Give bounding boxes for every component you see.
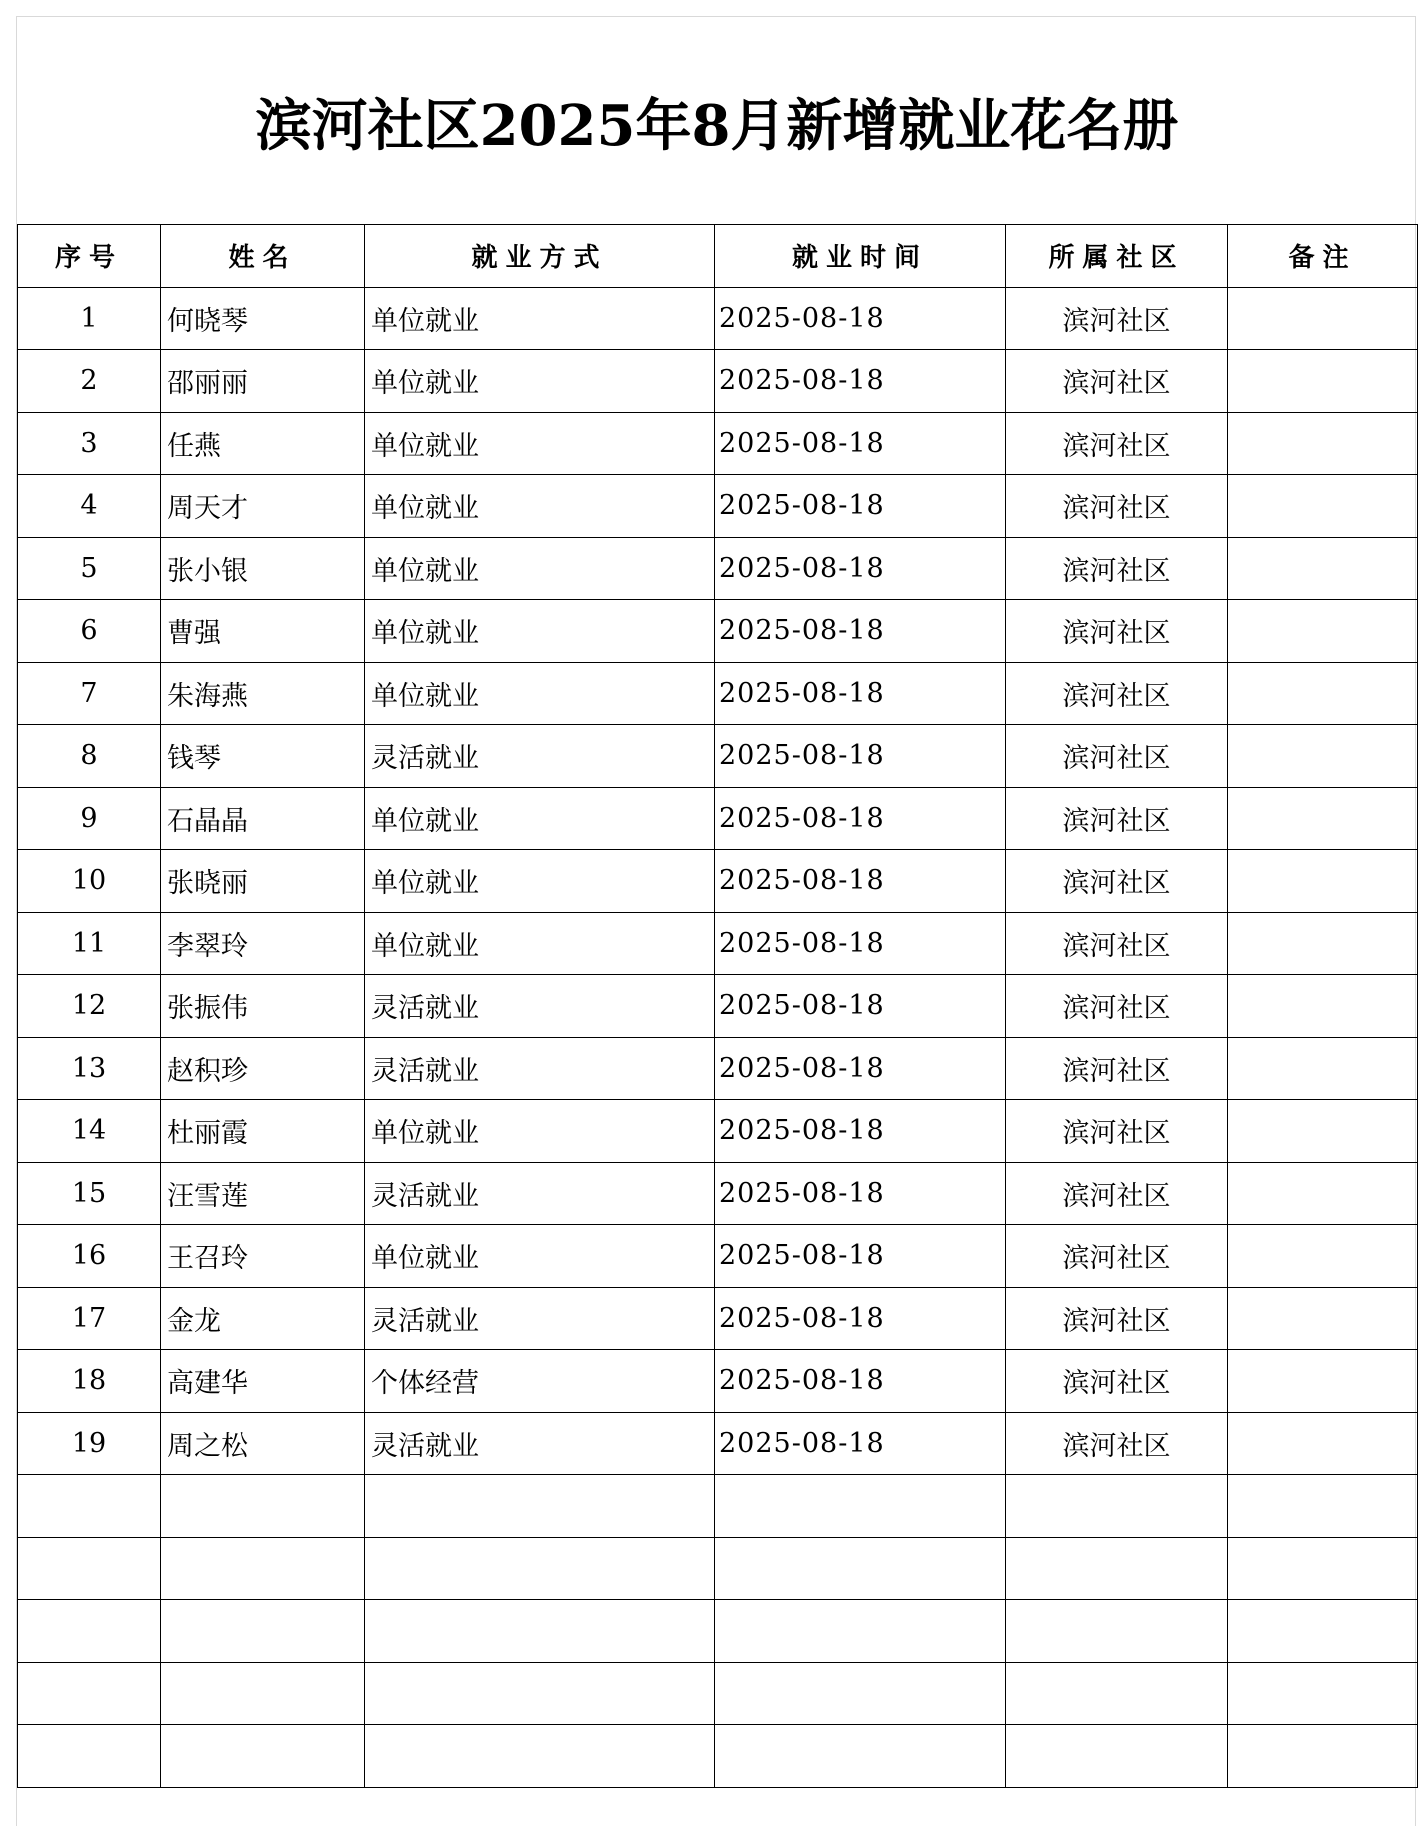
cell-employment-type: 单位就业 <box>365 600 715 663</box>
cell-employment-type: 灵活就业 <box>365 1412 715 1475</box>
table-row <box>18 1725 1418 1788</box>
cell-employment-date <box>715 1662 1006 1725</box>
cell-name: 邵丽丽 <box>161 350 365 413</box>
table-row <box>18 287 1418 350</box>
cell-community: 滨河社区 <box>1006 287 1228 350</box>
cell-community: 滨河社区 <box>1006 1412 1228 1475</box>
header-name: 姓名 <box>161 225 365 288</box>
cell-employment-date <box>715 1475 1006 1538</box>
cell-serial-number: 9 <box>18 787 161 850</box>
cell-serial-number: 10 <box>18 850 161 913</box>
table-row <box>18 1100 1418 1163</box>
cell-employment-type <box>365 1725 715 1788</box>
cell-serial-number: 3 <box>18 412 161 475</box>
table-row <box>18 537 1418 600</box>
cell-community <box>1006 1725 1228 1788</box>
cell-name <box>161 1475 365 1538</box>
cell-serial-number: 5 <box>18 537 161 600</box>
cell-remarks <box>1228 975 1418 1038</box>
cell-serial-number <box>18 1537 161 1600</box>
cell-name: 任燕 <box>161 412 365 475</box>
header-employment-type: 就业方式 <box>365 225 715 288</box>
cell-community: 滨河社区 <box>1006 1350 1228 1413</box>
header-community: 所属社区 <box>1006 225 1228 288</box>
cell-remarks <box>1228 662 1418 725</box>
cell-serial-number: 15 <box>18 1162 161 1225</box>
cell-community: 滨河社区 <box>1006 662 1228 725</box>
cell-serial-number: 13 <box>18 1037 161 1100</box>
cell-remarks <box>1228 1600 1418 1663</box>
cell-remarks <box>1228 1662 1418 1725</box>
cell-serial-number: 17 <box>18 1287 161 1350</box>
title-area <box>17 17 1417 223</box>
cell-community: 滨河社区 <box>1006 1162 1228 1225</box>
cell-employment-type: 灵活就业 <box>365 975 715 1038</box>
cell-employment-date <box>715 1600 1006 1663</box>
table-row <box>18 412 1418 475</box>
cell-serial-number: 18 <box>18 1350 161 1413</box>
cell-remarks <box>1228 537 1418 600</box>
cell-employment-date: 2025-08-18 <box>715 1100 1006 1163</box>
document-sheet <box>16 16 1416 1826</box>
cell-community <box>1006 1475 1228 1538</box>
cell-community: 滨河社区 <box>1006 725 1228 788</box>
cell-community <box>1006 1600 1228 1663</box>
cell-employment-type <box>365 1475 715 1538</box>
cell-serial-number: 14 <box>18 1100 161 1163</box>
table-row <box>18 1537 1418 1600</box>
cell-remarks <box>1228 850 1418 913</box>
cell-employment-date: 2025-08-18 <box>715 912 1006 975</box>
table-row <box>18 912 1418 975</box>
cell-employment-date: 2025-08-18 <box>715 350 1006 413</box>
cell-name: 钱琴 <box>161 725 365 788</box>
cell-name: 高建华 <box>161 1350 365 1413</box>
cell-employment-date: 2025-08-18 <box>715 287 1006 350</box>
cell-remarks <box>1228 1225 1418 1288</box>
cell-name <box>161 1600 365 1663</box>
cell-remarks <box>1228 1725 1418 1788</box>
cell-serial-number <box>18 1662 161 1725</box>
cell-remarks <box>1228 1350 1418 1413</box>
table-row <box>18 1287 1418 1350</box>
header-serial-number: 序号 <box>18 225 161 288</box>
cell-employment-type: 单位就业 <box>365 475 715 538</box>
cell-community: 滨河社区 <box>1006 1037 1228 1100</box>
cell-name: 金龙 <box>161 1287 365 1350</box>
cell-employment-type <box>365 1600 715 1663</box>
cell-employment-date: 2025-08-18 <box>715 850 1006 913</box>
cell-community: 滨河社区 <box>1006 600 1228 663</box>
cell-name: 李翠玲 <box>161 912 365 975</box>
cell-employment-date: 2025-08-18 <box>715 1350 1006 1413</box>
cell-community: 滨河社区 <box>1006 1287 1228 1350</box>
cell-employment-type <box>365 1537 715 1600</box>
cell-community <box>1006 1662 1228 1725</box>
cell-serial-number: 16 <box>18 1225 161 1288</box>
table-row <box>18 725 1418 788</box>
cell-employment-type: 灵活就业 <box>365 725 715 788</box>
cell-serial-number: 12 <box>18 975 161 1038</box>
cell-remarks <box>1228 1162 1418 1225</box>
header-remarks: 备注 <box>1228 225 1418 288</box>
cell-employment-type: 灵活就业 <box>365 1287 715 1350</box>
cell-employment-date: 2025-08-18 <box>715 600 1006 663</box>
cell-employment-date: 2025-08-18 <box>715 475 1006 538</box>
cell-community: 滨河社区 <box>1006 850 1228 913</box>
table-row <box>18 1350 1418 1413</box>
cell-employment-type: 个体经营 <box>365 1350 715 1413</box>
cell-serial-number: 8 <box>18 725 161 788</box>
cell-remarks <box>1228 1037 1418 1100</box>
cell-name: 周之松 <box>161 1412 365 1475</box>
cell-employment-date: 2025-08-18 <box>715 1412 1006 1475</box>
cell-serial-number: 7 <box>18 662 161 725</box>
cell-name: 张晓丽 <box>161 850 365 913</box>
page-title: 滨河社区2025年8月新增就业花名册 <box>255 93 1179 159</box>
cell-serial-number: 2 <box>18 350 161 413</box>
table-row <box>18 662 1418 725</box>
cell-employment-type: 单位就业 <box>365 850 715 913</box>
employment-roster-table <box>17 224 1418 1788</box>
cell-employment-date: 2025-08-18 <box>715 537 1006 600</box>
table-row <box>18 1225 1418 1288</box>
cell-employment-date: 2025-08-18 <box>715 662 1006 725</box>
table-row <box>18 1037 1418 1100</box>
cell-employment-type: 单位就业 <box>365 350 715 413</box>
cell-remarks <box>1228 412 1418 475</box>
header-employment-date: 就业时间 <box>715 225 1006 288</box>
cell-serial-number <box>18 1725 161 1788</box>
table-row <box>18 1475 1418 1538</box>
cell-employment-date: 2025-08-18 <box>715 1162 1006 1225</box>
cell-remarks <box>1228 475 1418 538</box>
cell-name: 朱海燕 <box>161 662 365 725</box>
cell-name <box>161 1725 365 1788</box>
cell-name: 王召玲 <box>161 1225 365 1288</box>
cell-serial-number: 19 <box>18 1412 161 1475</box>
cell-employment-date: 2025-08-18 <box>715 787 1006 850</box>
cell-employment-type: 单位就业 <box>365 412 715 475</box>
cell-name: 张小银 <box>161 537 365 600</box>
table-row <box>18 350 1418 413</box>
cell-employment-date <box>715 1725 1006 1788</box>
cell-community: 滨河社区 <box>1006 475 1228 538</box>
cell-serial-number: 1 <box>18 287 161 350</box>
cell-employment-type: 单位就业 <box>365 287 715 350</box>
cell-employment-type: 单位就业 <box>365 1100 715 1163</box>
cell-remarks <box>1228 287 1418 350</box>
cell-remarks <box>1228 1537 1418 1600</box>
cell-name: 张振伟 <box>161 975 365 1038</box>
cell-name: 杜丽霞 <box>161 1100 365 1163</box>
table-row <box>18 1600 1418 1663</box>
table-row <box>18 1412 1418 1475</box>
cell-employment-date: 2025-08-18 <box>715 412 1006 475</box>
cell-employment-type: 灵活就业 <box>365 1037 715 1100</box>
cell-remarks <box>1228 1100 1418 1163</box>
cell-remarks <box>1228 350 1418 413</box>
cell-community: 滨河社区 <box>1006 350 1228 413</box>
cell-community: 滨河社区 <box>1006 537 1228 600</box>
table-body <box>18 287 1418 1787</box>
cell-employment-date: 2025-08-18 <box>715 1225 1006 1288</box>
cell-name: 石晶晶 <box>161 787 365 850</box>
cell-remarks <box>1228 725 1418 788</box>
cell-serial-number: 11 <box>18 912 161 975</box>
cell-employment-date <box>715 1537 1006 1600</box>
cell-community: 滨河社区 <box>1006 1225 1228 1288</box>
cell-employment-type <box>365 1662 715 1725</box>
cell-serial-number: 6 <box>18 600 161 663</box>
table-row <box>18 850 1418 913</box>
cell-employment-type: 单位就业 <box>365 537 715 600</box>
table-row <box>18 600 1418 663</box>
table-row <box>18 1162 1418 1225</box>
cell-employment-type: 单位就业 <box>365 1225 715 1288</box>
cell-name: 何晓琴 <box>161 287 365 350</box>
cell-community <box>1006 1537 1228 1600</box>
table-row <box>18 787 1418 850</box>
table-row <box>18 1662 1418 1725</box>
cell-employment-date: 2025-08-18 <box>715 725 1006 788</box>
table-row <box>18 975 1418 1038</box>
cell-remarks <box>1228 787 1418 850</box>
cell-community: 滨河社区 <box>1006 1100 1228 1163</box>
cell-community: 滨河社区 <box>1006 412 1228 475</box>
cell-name: 赵积珍 <box>161 1037 365 1100</box>
cell-name: 周天才 <box>161 475 365 538</box>
cell-serial-number <box>18 1475 161 1538</box>
cell-community: 滨河社区 <box>1006 975 1228 1038</box>
cell-community: 滨河社区 <box>1006 912 1228 975</box>
cell-name <box>161 1537 365 1600</box>
cell-employment-type: 灵活就业 <box>365 1162 715 1225</box>
cell-employment-date: 2025-08-18 <box>715 1287 1006 1350</box>
cell-employment-type: 单位就业 <box>365 912 715 975</box>
table-row <box>18 475 1418 538</box>
cell-employment-date: 2025-08-18 <box>715 1037 1006 1100</box>
cell-community: 滨河社区 <box>1006 787 1228 850</box>
cell-employment-date: 2025-08-18 <box>715 975 1006 1038</box>
cell-remarks <box>1228 600 1418 663</box>
table-header-row <box>18 225 1418 288</box>
cell-name: 汪雪莲 <box>161 1162 365 1225</box>
cell-name <box>161 1662 365 1725</box>
cell-employment-type: 单位就业 <box>365 787 715 850</box>
cell-employment-type: 单位就业 <box>365 662 715 725</box>
cell-serial-number <box>18 1600 161 1663</box>
cell-name: 曹强 <box>161 600 365 663</box>
cell-remarks <box>1228 1287 1418 1350</box>
cell-remarks <box>1228 1412 1418 1475</box>
cell-serial-number: 4 <box>18 475 161 538</box>
cell-remarks <box>1228 1475 1418 1538</box>
cell-remarks <box>1228 912 1418 975</box>
